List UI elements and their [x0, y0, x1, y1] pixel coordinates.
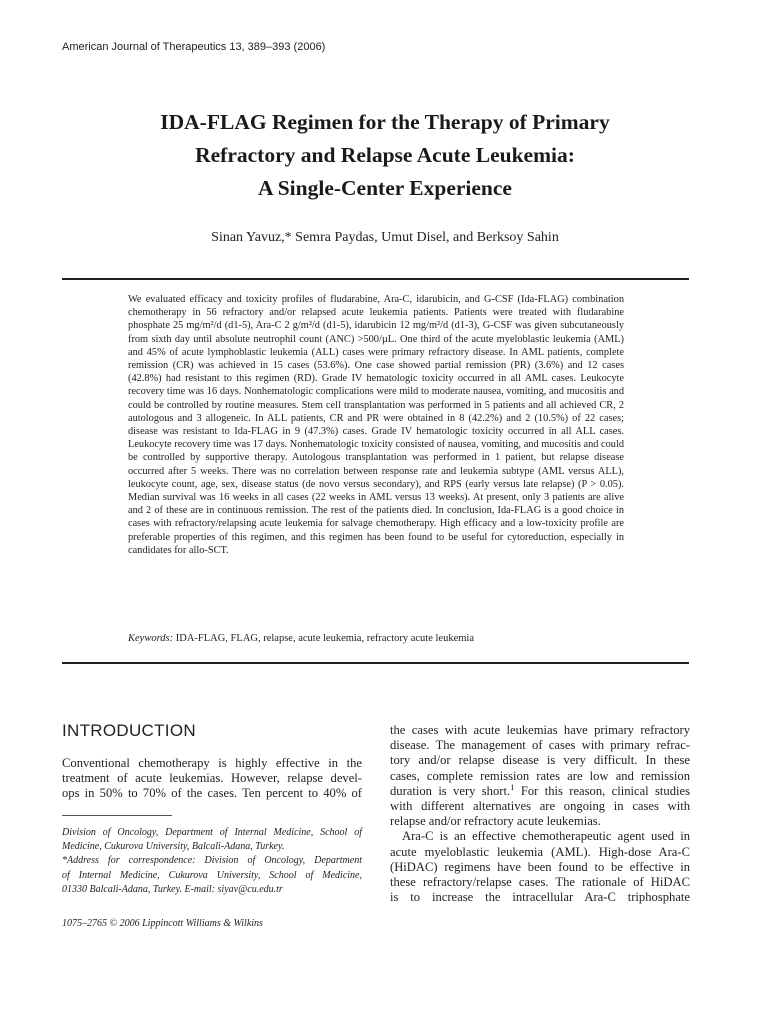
text-line: the cases with acute leukemias have primary refractory [390, 723, 690, 737]
intro-right-column [390, 723, 690, 905]
intro-left-column [62, 756, 362, 802]
author-list: Sinan Yavuz,* Semra Paydas, Umut Disel, and Berksoy Sahin [211, 230, 559, 245]
copyright-notice: 1075–2765 © 2006 Lippincott Williams & Wilkins [62, 918, 263, 929]
text-line: these refractory/relapse cases. The rationale of HiDAC [390, 875, 690, 890]
text-line: with different alternatives are ongoing in cases with [390, 799, 690, 814]
article-title [90, 106, 680, 205]
title-line: A Single-Center Experience [258, 176, 512, 200]
text-line: Ara-C is an effective chemotherapeutic agent used in [402, 829, 690, 844]
top-divider [62, 278, 689, 280]
text-line: ops in 50% to 70% of the cases. Ten percent to 40% of [62, 786, 362, 801]
title-line: Refractory and Relapse Acute Leukemia: [195, 143, 575, 167]
keywords [128, 633, 628, 644]
text-line: disease. The management of cases with primary refrac- [390, 738, 690, 753]
text-line: Conventional chemotherapy is highly effective in the [62, 756, 362, 770]
text-line: tory and/or relapse disease is very difficult. In these [390, 753, 690, 768]
author-affiliation-footnote [62, 826, 362, 897]
footnote-divider [62, 815, 172, 816]
journal-citation: American Journal of Therapeutics 13, 389–393 (2006) [62, 41, 326, 53]
footnote-line: Division of Oncology, Department of Internal Medicine, School of [62, 827, 362, 838]
text-line [390, 781, 691, 799]
bottom-divider [62, 662, 689, 664]
reference-number: 1 [510, 781, 515, 792]
text-line: relapse and/or refractory acute leukemias. [390, 814, 601, 829]
text-segment: For this reason, clinical studies [514, 783, 691, 798]
footnote-line: 01330 Balcali-Adana, Turkey. E-mail: siyav@cu.edu.tr [62, 883, 283, 895]
footnote-line: Medicine, Cukurova University, Balcali-Adana, Turkey. [62, 841, 285, 853]
title-line: IDA-FLAG Regimen for the Therapy of Primary [160, 110, 610, 134]
text-line: is to increase the intracellular Ara-C triphosphate [390, 890, 690, 905]
keywords-text: IDA-FLAG, FLAG, relapse, acute leukemia, refractory acute leukemia [175, 633, 474, 644]
text-line: acute myeloblastic leukemia (AML). High-dose Ara-C [390, 844, 690, 859]
text-line: (HiDAC) regimens have been found to be effective in [390, 859, 690, 874]
keywords-label: Keywords: [128, 633, 174, 644]
section-heading-introduction: INTRODUCTION [62, 721, 196, 740]
footnote-line: *Address for correspondence: Division of Oncology, Department [62, 855, 362, 867]
text-line: treatment of acute leukemias. However, relapse devel- [62, 771, 362, 786]
footnote-line: of Internal Medicine, Cukurova University, School of Medicine, [62, 869, 362, 881]
abstract: We evaluated efficacy and toxicity profiles of fludarabine, Ara-C, idarubicin, and G-CSF (Ida-FLAG) combination chemotherapy in 56 refractory and/or relapsed acute leukemia patients. Patients were treated with fludarabine phosphate 25 mg/m²/d (d1-5), Ara-C 2 g/m²/d (d1-5), idarubicin 12 mg/m²/d (d1-3), G-CSF was given subcutaneously from sixth day until absolute neutrophil count (ANC) >500/µL. One third of the acute myeloblastic leukemia (AML) and 45% of acute lymphoblastic leukemia (ALL) cases were primary refractory disease. In AML patients, complete remission (CR) was achieved in 15 cases (53.6%). One case showed partial remission (PR) (3.6%) and 12 cases (42.8%) had resistant to this regimen (RD). Grade IV hematologic toxicity occurred in all AML cases. Leukocyte recovery time was 16 days. Nonhematologic complications were mild to moderate nausea, vomiting, and mucositis and could be controlled by routine measures. Stem cell transplantation was performed in 5 patients and all achieved CR, 2 autologous and 3 allogeneic. In ALL patients, CR and PR were obtained in 8 (42.2%) and 2 (10.5%) of 22 cases; disease was resistant to Ida-FLAG in 9 (47.3%) cases. Grade IV hematologic toxicity occurred in all ALL cases. Leukocyte recovery time was 17 days. Nonhematologic toxicity consisted of nausea, vomiting, and mucositis and could be controlled by supportive therapy. Autologous transplantation was performed in 1 patient, but relapse disease occurred after 5 weeks. There was no correlation between response rate and leukemia subtype (AML versus ALL), leukocyte count, age, sex, disease status (de novo versus secondary), and RPS (early versus late relapse) (P > 0.05). Median survival was 16 weeks in all cases (22 weeks in AML versus 13 weeks). At present, only 3 patients are alive and 2 of these are in continuous remission. The rest of the patients died. In conclusion, Ida-FLAG is a good choice in cases with refractory/relapsing acute leukemia for salvage chemotherapy. High efficacy and a low-toxicity profile are preferable properties of this regimen, and this regimen has been found to be useful for cytoreduction, especially in candidates for allo-SCT. [128, 294, 624, 556]
text-segment: duration is very short. [390, 783, 511, 798]
text-line: cases, complete remission rates are low and remission [390, 768, 690, 783]
